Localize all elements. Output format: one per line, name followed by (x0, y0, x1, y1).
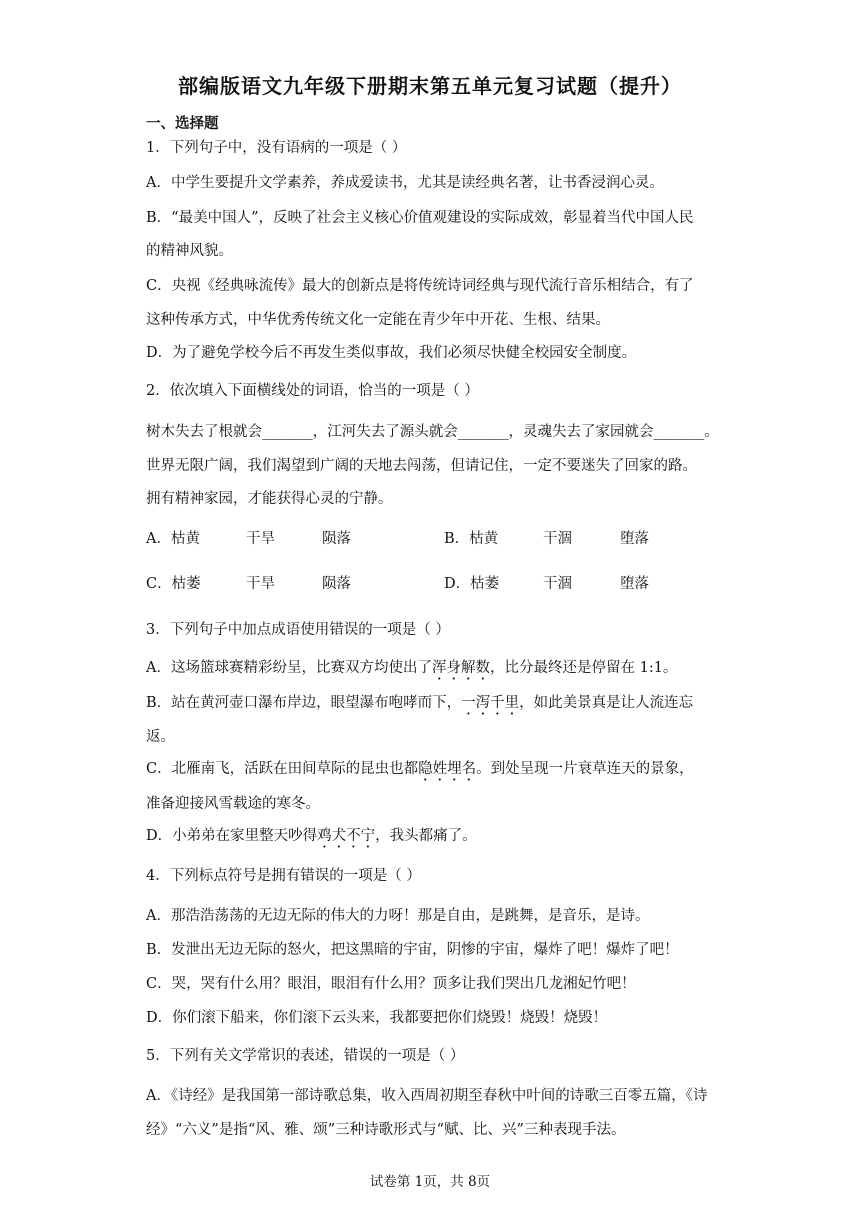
question-2-option-c-word-3: 陨落 (322, 576, 351, 592)
question-5-option-a: A．《诗经》是我国第一部诗歌总集，收入西周初期至春秋中叶间的诗歌三百零五篇，《诗 (146, 1088, 708, 1104)
question-1-option-c-cont: 这种传承方式，中华优秀传统文化一定能在青少年中开花、生根、结果。 (146, 312, 610, 328)
question-2-option-a-word-2: 干旱 (246, 531, 275, 547)
question-3-option-d (146, 826, 477, 846)
option-text: ，比分最终还是停留在 1:1。 (489, 660, 678, 676)
question-2-passage-line-3: 拥有精神家园，才能获得心灵的宁静。 (146, 491, 393, 507)
option-text: B．站在黄河壶口瀑布岸边，眼望瀑布咆哮而下， (146, 695, 462, 711)
question-2-option-d-word-3: 堕落 (620, 576, 649, 592)
question-4-option-c: C．哭，哭有什么用？眼泪，眼泪有什么用？顶多让我们哭出几龙湘妃竹吧！ (146, 976, 636, 992)
question-2-option-d-word-2: 干涸 (543, 576, 572, 592)
question-1-stem: 1．下列句子中，没有语病的一项是（ ） (146, 140, 407, 156)
dotted-character: 名 (461, 761, 477, 777)
dotted-character: 千 (490, 695, 505, 711)
question-3-stem: 3．下列句子中加点成语使用错误的一项是（ ） (146, 622, 450, 638)
dotted-character: 姓 (432, 761, 448, 777)
question-1-option-d: D．为了避免学校今后不再发生类似事故，我们必须尽快健全校园安全制度。 (146, 345, 637, 361)
dotted-character: 一 (461, 695, 476, 711)
dotted-character: 解 (460, 660, 476, 676)
dotted-character: 犬 (331, 828, 347, 844)
option-text: ，我头都痛了。 (375, 828, 477, 844)
question-1-option-b: B．“最美中国人”，反映了社会主义核心价值观建设的实际成效，彰显着当代中国人民 (146, 210, 694, 226)
question-2-option-a-word-1: A．枯黄 (146, 531, 200, 547)
dotted-idiom (317, 828, 375, 844)
option-text: D．小弟弟在家里整天吵得 (146, 828, 318, 844)
dotted-character: 里 (504, 695, 520, 711)
question-2-options-row-2 (146, 574, 649, 594)
question-2-option-b-word-2: 干涸 (543, 531, 572, 547)
page-title: 部编版语文九年级下册期末第五单元复习试题（提升） (178, 74, 682, 98)
question-2-passage-line-1: 树木失去了根就会_______，江河失去了源头就会_______，灵魂失去了家园就会_______。 (146, 424, 719, 440)
option-text: 。到处呈现一片衰草连天的景象， (476, 761, 694, 777)
question-2-passage-line-2: 世界无限广阔，我们渴望到广阔的天地去闯荡，但请记住，一定不要迷失了回家的路。 (146, 458, 697, 474)
question-1-option-a: A．中学生要提升文学素养，养成爱读书，尤其是读经典名著，让书香浸润心灵。 (146, 175, 664, 191)
dotted-character: 宁 (360, 828, 376, 844)
question-2-stem: 2．依次填入下面横线处的词语，恰当的一项是（ ） (146, 383, 479, 399)
question-5-stem: 5．下列有关文学常识的表述，错误的一项是（ ） (146, 1048, 465, 1064)
dotted-character: 泻 (475, 695, 491, 711)
dotted-character: 埋 (447, 761, 462, 777)
dotted-character: 数 (475, 660, 490, 676)
dotted-character: 不 (346, 828, 361, 844)
dotted-character: 鸡 (317, 828, 332, 844)
option-text: A．这场篮球赛精彩纷呈，比赛双方均使出了 (146, 660, 432, 676)
question-5-option-a-cont: 经》“六义”是指“风、雅、颂”三种诗歌形式与“赋、比、兴”三种表现手法。 (146, 1122, 626, 1138)
dotted-idiom (418, 761, 476, 777)
dotted-idiom (432, 660, 490, 676)
question-2-option-d-word-1: D．枯萎 (444, 576, 500, 592)
question-3-option-c-cont: 准备迎接风雪载途的寒冬。 (146, 796, 320, 812)
question-1-option-c: C．央视《经典咏流传》最大的创新点是将传统诗词经典与现代流行音乐相结合，有了 (146, 278, 694, 294)
question-2-option-b-word-1: B．枯黄 (444, 531, 499, 547)
question-4-option-b: B．发泄出无边无际的怒火，把这黑暗的宇宙，阴惨的宇宙，爆炸了吧！爆炸了吧！ (146, 942, 679, 958)
page-footer: 试卷第 1页，共 8页 (369, 1174, 491, 1190)
option-text: C．北雁南飞，活跃在田间草际的昆虫也都 (146, 761, 419, 777)
question-2-option-b-word-3: 堕落 (620, 531, 649, 547)
section-heading: 一、选择题 (146, 116, 219, 132)
dotted-character: 浑 (431, 660, 447, 676)
question-4-stem: 4．下列标点符号是拥有错误的一项是（ ） (146, 868, 421, 884)
question-4-option-d: D．你们滚下船来，你们滚下云头来，我都要把你们烧毁！烧毁！烧毁！ (146, 1010, 608, 1026)
question-3-option-b (146, 693, 693, 713)
question-1-option-b-cont: 的精神风貌。 (146, 243, 233, 259)
question-2-option-c-word-1: C．枯萎 (146, 576, 201, 592)
dotted-character: 隐 (418, 761, 433, 777)
question-2-options-row-1 (146, 529, 649, 549)
dotted-idiom (461, 695, 519, 711)
question-4-option-a: A．那浩浩荡荡的无边无际的伟大的力呀！那是自由，是跳舞，是音乐，是诗。 (146, 908, 650, 924)
question-3-option-c (146, 759, 694, 779)
question-3-option-b-cont: 返。 (146, 729, 175, 745)
dotted-character: 身 (446, 660, 461, 676)
question-3-option-a (146, 658, 677, 678)
question-2-option-c-word-2: 干旱 (246, 576, 275, 592)
option-text: ，如此美景真是让人流连忘 (519, 695, 694, 711)
question-2-option-a-word-3: 陨落 (322, 531, 351, 547)
